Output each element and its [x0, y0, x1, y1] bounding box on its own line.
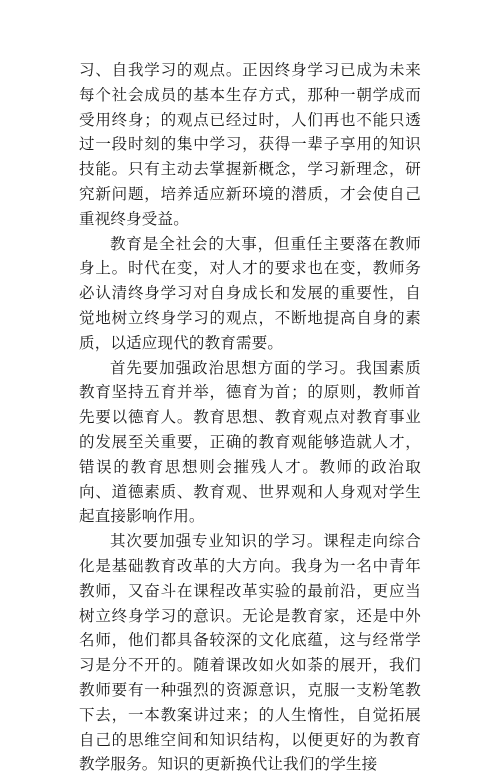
paragraph-4: 其次要加强专业知识的学习。课程走向综合化是基础教育改革的大方向。我身为一名中青年教师，又奋斗在课程改革实验的最前沿，更应当树立终身学习的意识。无论是教育家，还是中外名师，他们都具备较深的文化底蕴，这与经常学习是分不开的。随着课改如火如荼的展开，我们教师要有一种强烈的资源意识，克服一支粉笔教下去，一本教案讲过来；的人生惰性，自觉拓展自己的思维空间和知识结构，以便更好的为教育教学服务。知识的更新换代让我们的学生接 — [79, 532, 421, 774]
paragraph-1: 习、自我学习的观点。正因终身学习已成为未来每个社会成员的基本生存方式，那种一朝学成而受用终身；的观点已经过时，人们再也不能只透过一段时刻的集中学习，获得一辈子享用的知识技能。只有主动去掌握新概念，学习新理念，研究新问题，培养适应新环境的潜质，才会使自己重视终身受益。 — [79, 61, 421, 228]
document-page — [79, 58, 421, 777]
paragraph-3: 首先要加强政治思想方面的学习。我国素质教育坚持五育并举，德育为首；的原则，教师首先要以德育人。教育思想、教育观点对教育事业的发展至关重要，正确的教育观能够造就人才，错误的教育思想则会摧残人才。教师的政治取向、道德素质、教育观、世界观和人身观对学生起直接影响作用。 — [79, 358, 421, 526]
paragraph-2: 教育是全社会的大事，但重任主要落在教师身上。时代在变，对人才的要求也在变，教师务必认清终身学习对自身成长和发展的重要性，自觉地树立终身学习的观点，不断地提高自身的素质，以适应现代的教育需要。 — [79, 234, 421, 352]
